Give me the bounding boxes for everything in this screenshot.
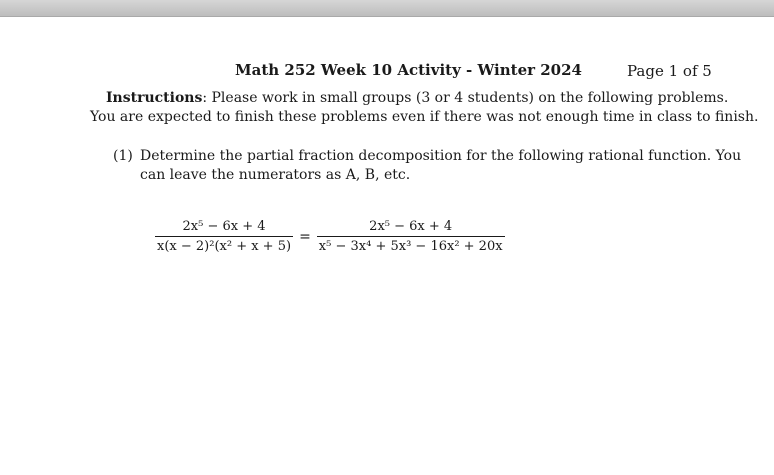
problem-text-line-2: can leave the numerators as A, B, etc. bbox=[140, 167, 411, 183]
equals-sign: = bbox=[299, 228, 311, 245]
problem-text bbox=[140, 147, 742, 185]
left-numerator: 2x⁵ − 6x + 4 bbox=[182, 219, 266, 234]
left-denominator: x(x − 2)²(x² + x + 5) bbox=[157, 239, 292, 254]
instructions-text-1: : Please work in small groups (3 or 4 students) on the following problems. bbox=[202, 90, 729, 106]
instructions-paragraph bbox=[90, 89, 759, 127]
instructions-line-2: You are expected to finish these problems even if there was not enough time in class to finish. bbox=[90, 109, 759, 125]
right-denominator: x⁵ − 3x⁴ + 5x³ − 16x² + 20x bbox=[318, 239, 503, 254]
page-number: Page 1 of 5 bbox=[627, 62, 712, 80]
viewer-top-bar bbox=[0, 0, 774, 17]
problem-text-line-1: Determine the partial fraction decomposition for the following rational function. You bbox=[140, 148, 742, 164]
problem-number: (1) bbox=[113, 148, 133, 164]
instructions-line-1 bbox=[90, 89, 729, 108]
fraction-bar bbox=[155, 236, 293, 237]
instructions-label: Instructions bbox=[106, 90, 203, 106]
page-title: Math 252 Week 10 Activity - Winter 2024 bbox=[235, 61, 582, 79]
fraction-bar bbox=[317, 236, 505, 237]
equation bbox=[155, 218, 505, 255]
left-fraction bbox=[155, 218, 293, 255]
right-numerator: 2x⁵ − 6x + 4 bbox=[369, 219, 453, 234]
right-fraction bbox=[317, 218, 505, 255]
